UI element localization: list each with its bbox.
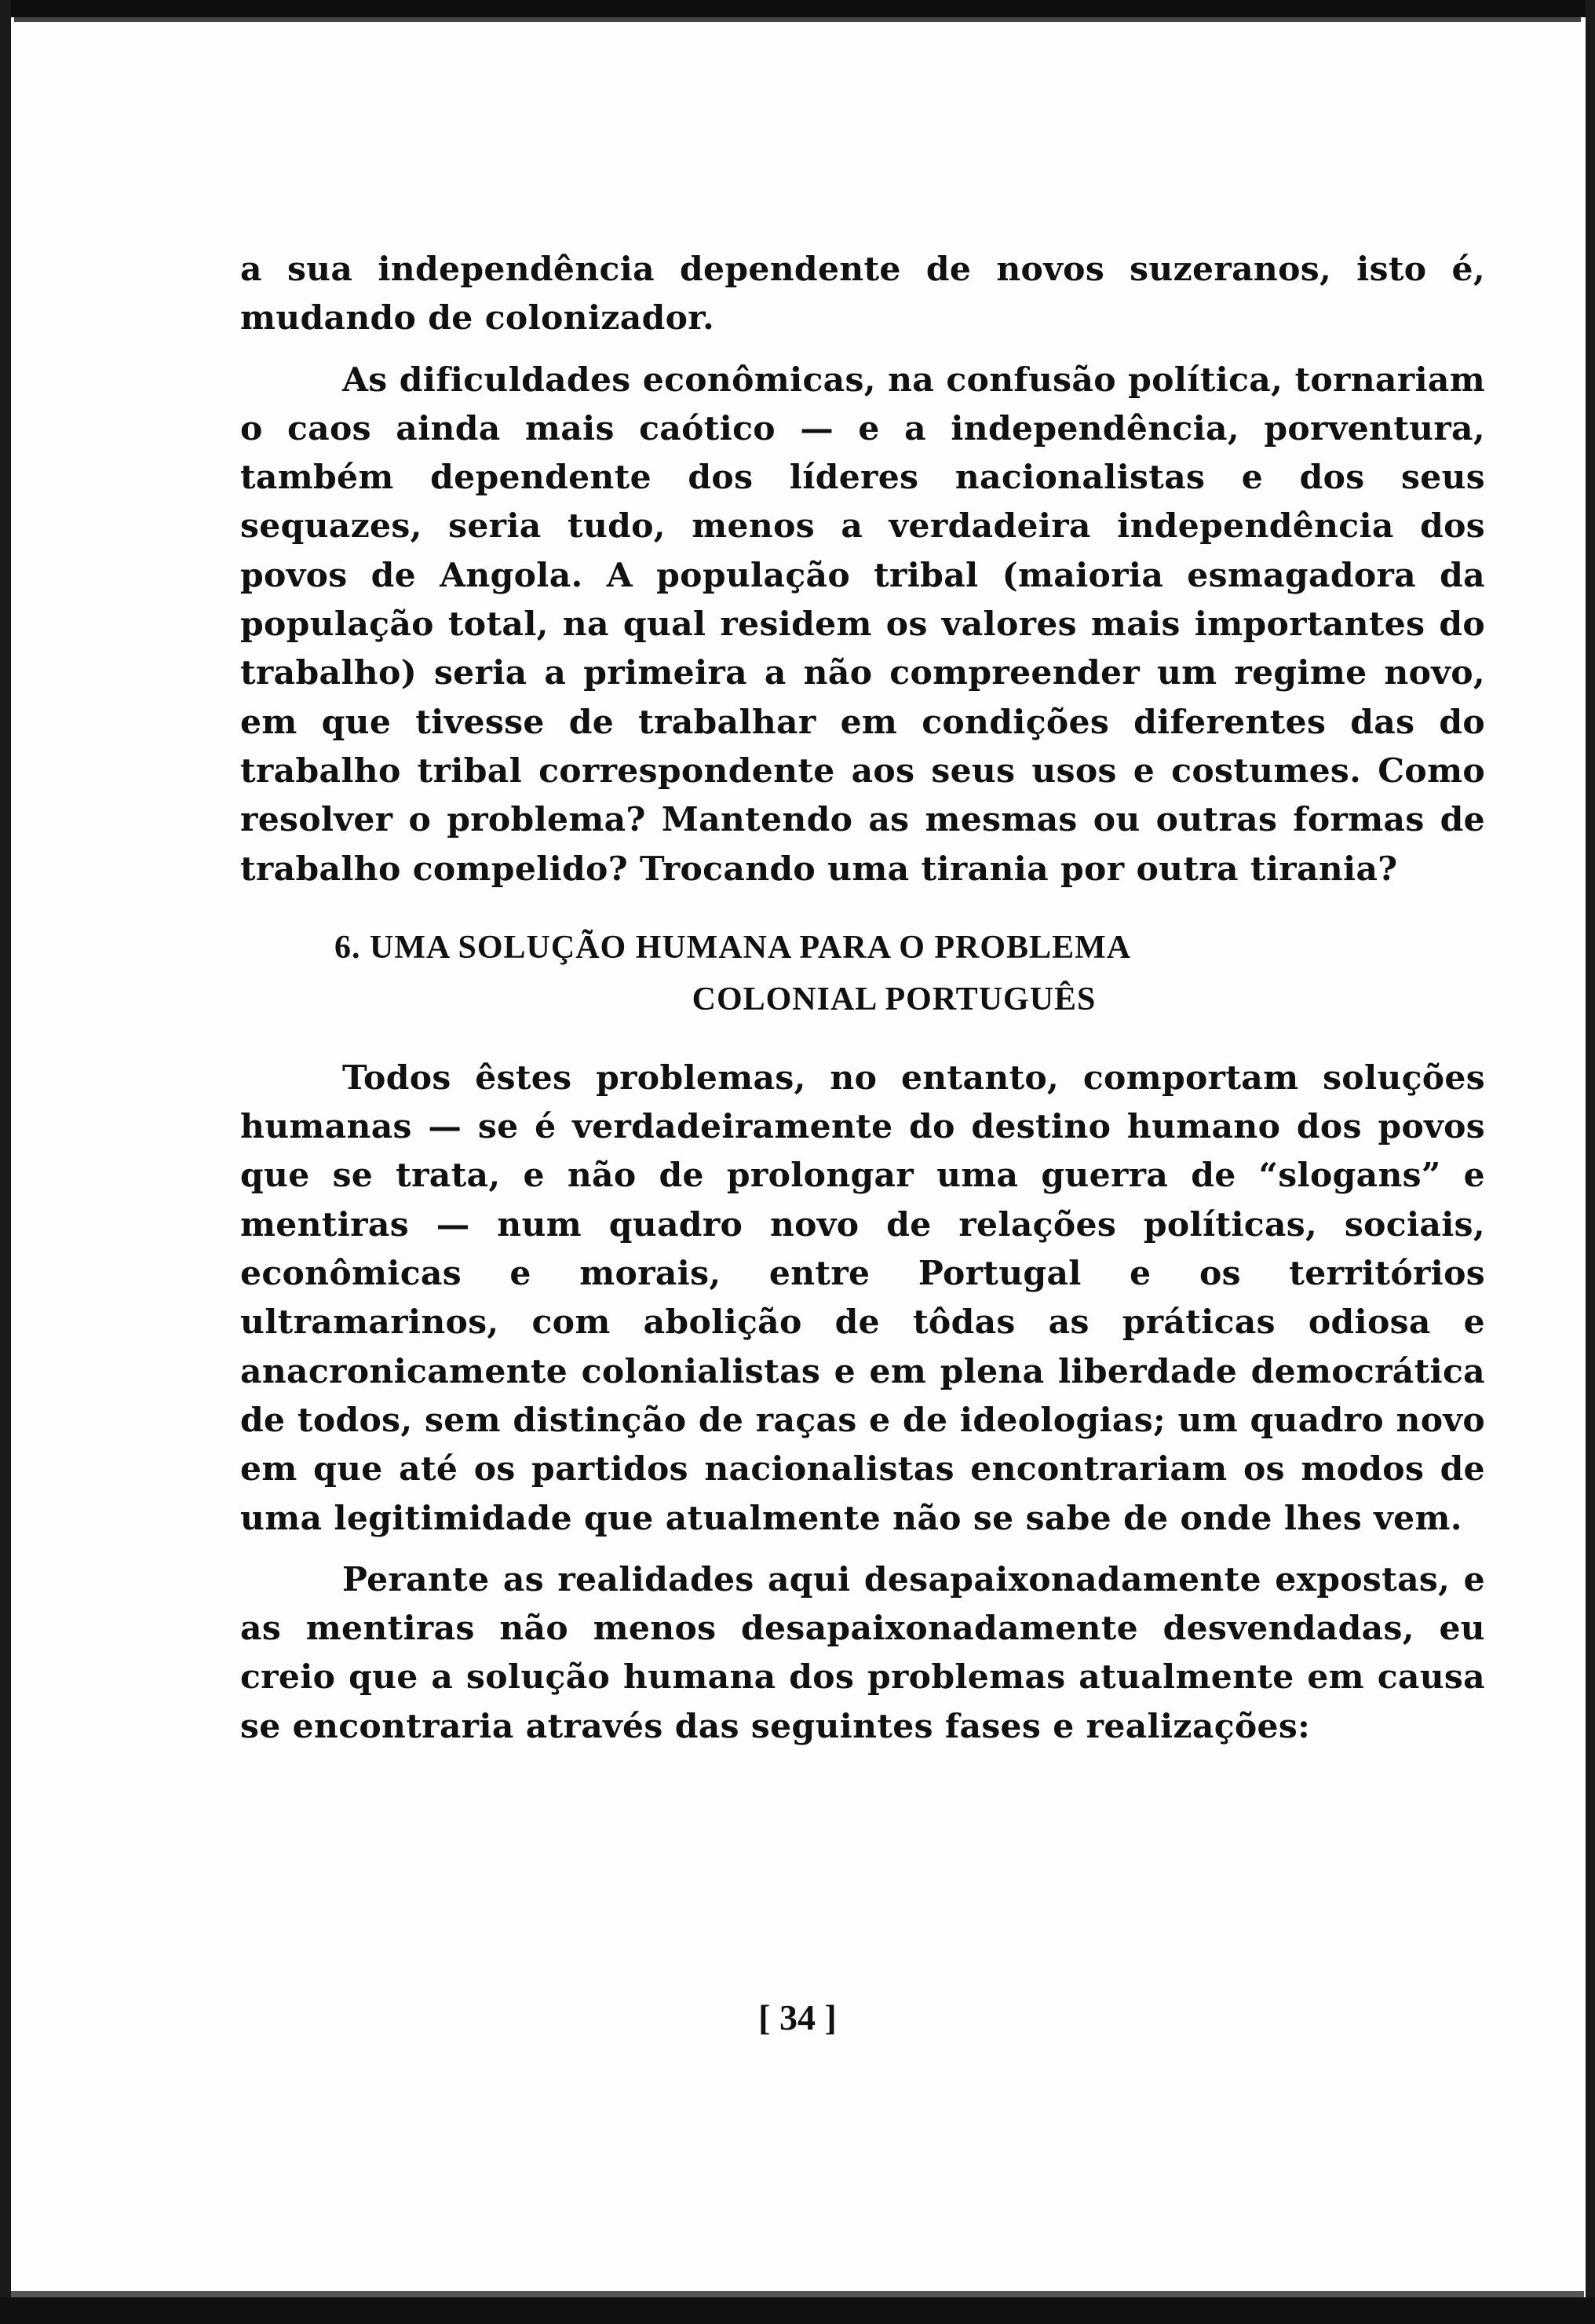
scan-border-bottom-shadow: [11, 2291, 1584, 2297]
scan-border-top-shadow: [14, 17, 1581, 22]
paragraph-solutions: Todos êstes problemas, no entanto, comportam soluções humanas — se é verdadeiramente do destino humano dos povos que se trata, e não de prolongar uma guerra de “slogans” e mentiras — num quadro novo de relações políticas, sociais, econômicas e morais, entre Portugal e os territórios ultramarinos, com abolição de tôdas as práticas odiosa e anacronicamente colonialistas e em plena liberdade democrática de todos, sem distinção de raças e de ideologias; um quadro novo em que até os partidos nacionalistas encontrariam os modos de uma legitimidade que atualmente não se sabe de onde lhes vem.: [240, 1058, 1485, 1538]
paragraph-difficulties: As dificuldades econômicas, na confusão política, tornariam o caos ainda mais caótico — e a independência, porventura, também dependente dos líderes nacionalistas e dos seus sequazes, seria tudo, menos a verdadeira independência dos povos de Angola. A população tribal (maioria esmagadora da população total, na qual residem os valores mais importantes do trabalho) seria a primeira a não compreender um regime novo, em que tivesse de trabalhar em condições diferentes das do trabalho tribal correspondente aos seus usos e costumes. Como resolver o problema? Mantendo as mesmas ou outras formas de trabalho compelido? Trocando uma tirania por outra tirania?: [240, 360, 1485, 889]
paragraph-conclusion: Perante as realidades aqui desapaixonadamente expostas, e as mentiras não menos desapaixonadamente desvendadas, eu creio que a solução humana dos problemas atualmente em causa se encontraria através das seguintes fases e realizações:: [240, 1559, 1485, 1746]
paragraph-continuation: a sua independência dependente de novos suzeranos, isto é, mudando de colonizador.: [240, 250, 1485, 338]
section-heading: [240, 922, 1485, 1025]
section-heading-line-1: 6. UMA SOLUÇÃO HUMANA PARA O PROBLEMA: [334, 929, 1132, 966]
scan-border-bottom: [0, 2297, 1595, 2324]
scan-border-left: [0, 0, 11, 2324]
scan-border-right: [1586, 0, 1595, 2324]
page-number: [ 34 ]: [758, 1997, 837, 2037]
section-heading-line-2: COLONIAL PORTUGUÊS: [692, 981, 1097, 1018]
body-text: [240, 245, 1485, 1751]
scan-border-top: [0, 0, 1595, 17]
